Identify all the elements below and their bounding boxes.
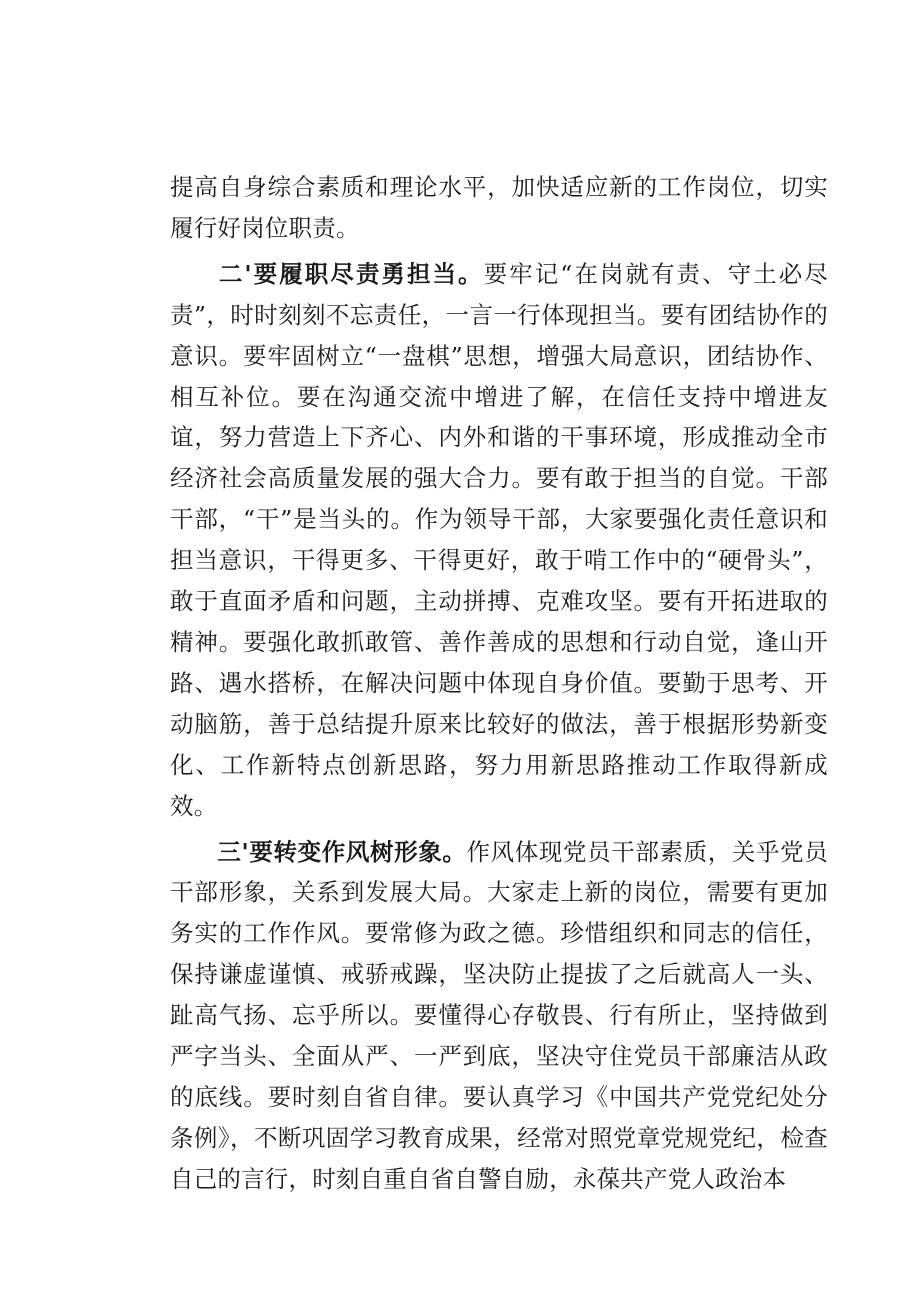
paragraph-section-two [170,254,828,827]
section-three-text: 作风体现党员干部素质，关乎党员干部形象，关系到发展大局。大家走上新的岗位，需要有更加务实的工作作风。要常修为政之德。珍惜组织和同志的信任，保持谦虚谨慎、戒骄戒躁，坚决防止提拔了之后就高人一头、趾高气扬、忘乎所以。要懂得心存敬畏、行有所止，坚持做到严字当头、全面从严、一严到底，坚决守住党员干部廉洁从政的底线。要时刻自省自律。要认真学习《中国共产党党纪处分条例》，不断巩固学习教育成果，经常对照党章党规党纪，检查自己的言行，时刻自重自省自警自励，永葆共产党人政治本 [170,837,828,1193]
section-two-heading: 二'要履职尽责勇担当。 [217,259,484,288]
paragraph-continuation [170,167,828,249]
document-body [170,167,828,1200]
paragraph-text: 提高自身综合素质和理论水平，加快适应新的工作岗位，切实履行好岗位职责。 [170,173,828,242]
section-two-text: 要牢记“在岗就有责、守土必尽责”，时时刻刻不忘责任，一言一行体现担当。要有团结协作的意识。要牢固树立“一盘棋”思想，增强大局意识，团结协作、相互补位。要在沟通交流中增进了解，在信任支持中增进友谊，努力营造上下齐心、内外和谐的干事环境，形成推动全市经济社会高质量发展的强大合力。要有敢于担当的自觉。干部干部，“干”是当头的。作为领导干部，大家要强化责任意识和担当意识，干得更多、干得更好，敢于啃工作中的“硬骨头”，敢于直面矛盾和问题，主动拼搏、克难攻坚。要有开拓进取的精神。要强化敢抓敢管、善作善成的思想和行动自觉，逢山开路、遇水搭桥，在解决问题中体现自身价值。要勤于思考、开动脑筋，善于总结提升原来比较好的做法，善于根据形势新变化、工作新特点创新思路，努力用新思路推动工作取得新成效。 [170,259,828,820]
section-three-heading: 三'要转变作风树形象。 [217,837,467,866]
paragraph-section-three [170,832,828,1200]
